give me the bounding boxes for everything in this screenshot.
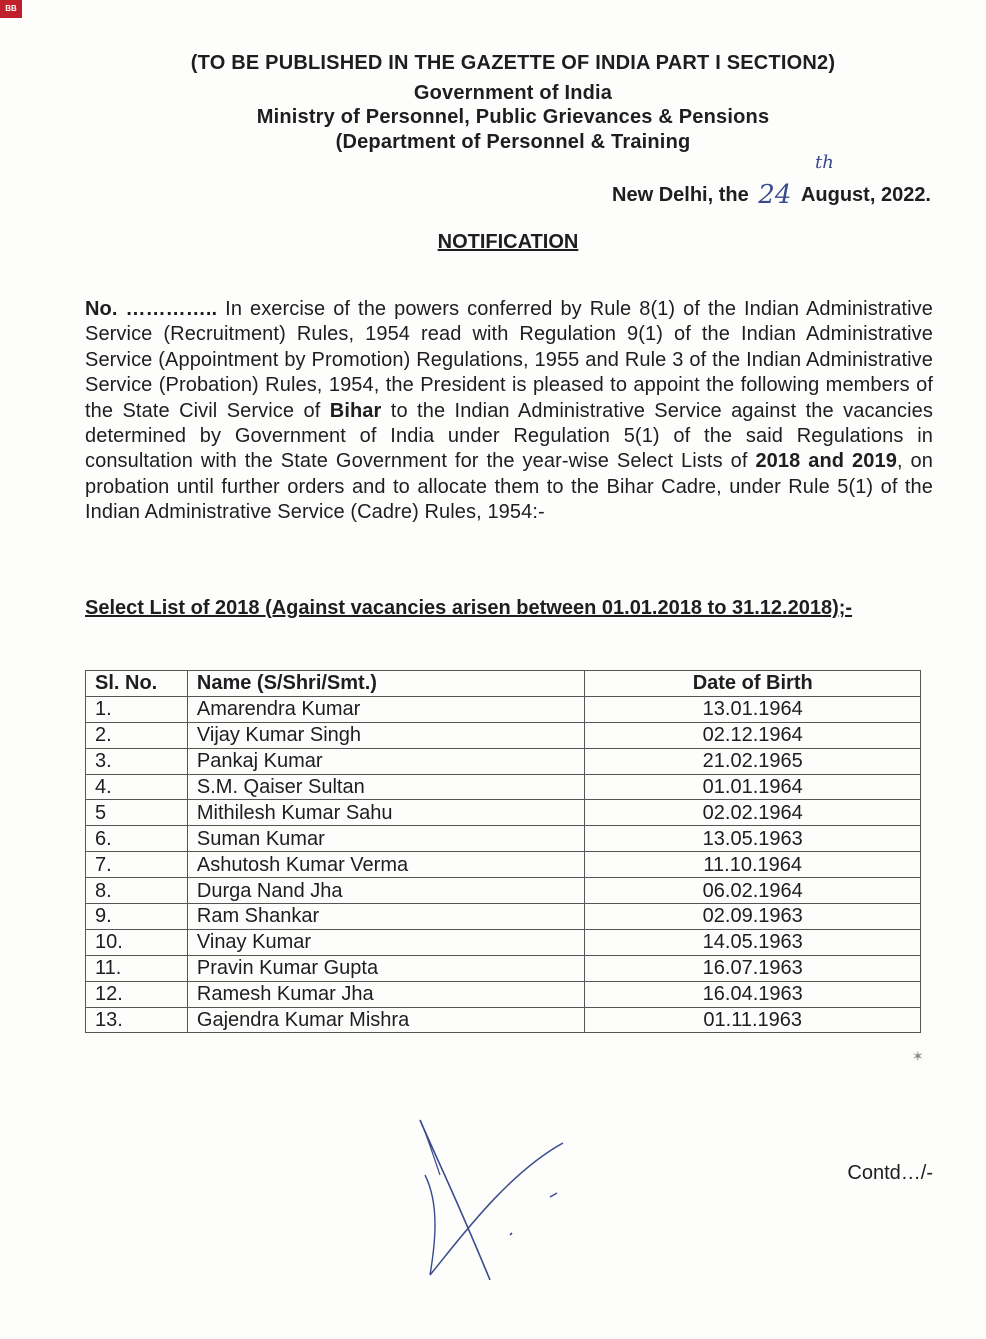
cell-dob: 13.01.1964	[585, 696, 921, 722]
table-row	[86, 852, 921, 878]
cell-sl: 8.	[86, 878, 188, 904]
table-row	[86, 800, 921, 826]
table-row	[86, 826, 921, 852]
select-list-heading: Select List of 2018 (Against vacancies arisen between 01.01.2018 to 31.12.2018);-	[85, 597, 853, 619]
body-text-1: In exercise of the powers conferred by Rule 8(1) of the Indian Administrative Service (Recruitment) Rules, 1954 read with Regulation 9(1) of the Indian Administrative Service (Appointment by Promotion) Regulations, 1955 and Rule 3 of the Indian Administrative Service (Probation) Rules, 1954, the President is pleased to appoint the following members of the State Civil Service of	[85, 298, 933, 422]
cell-sl: 1.	[86, 696, 188, 722]
cell-name: Durga Nand Jha	[187, 878, 585, 904]
cell-name: Mithilesh Kumar Sahu	[187, 800, 585, 826]
cell-name: Vijay Kumar Singh	[187, 722, 585, 748]
cell-sl: 5	[86, 800, 188, 826]
cell-dob: 02.02.1964	[585, 800, 921, 826]
cell-dob: 11.10.1964	[585, 852, 921, 878]
table-row	[86, 878, 921, 904]
header-name: Name (S/Shri/Smt.)	[187, 671, 585, 697]
cell-dob: 16.07.1963	[585, 955, 921, 981]
cell-dob: 02.09.1963	[585, 904, 921, 930]
no-label: No.	[85, 298, 118, 320]
cell-sl: 10.	[86, 929, 188, 955]
cell-dob: 13.05.1963	[585, 826, 921, 852]
cell-dob: 14.05.1963	[585, 929, 921, 955]
gazette-line: (TO BE PUBLISHED IN THE GAZETTE OF INDIA PART I SECTION2)	[190, 52, 836, 74]
cell-name: Gajendra Kumar Mishra	[187, 1007, 585, 1033]
cell-name: Amarendra Kumar	[187, 696, 585, 722]
cell-sl: 4.	[86, 774, 188, 800]
cell-dob: 06.02.1964	[585, 878, 921, 904]
cell-name: Ramesh Kumar Jha	[187, 981, 585, 1007]
header-sl-no: Sl. No.	[86, 671, 188, 697]
handwritten-day-suffix: th	[815, 152, 834, 173]
ministry-title: Ministry of Personnel, Public Grievances & Pensions	[256, 106, 770, 128]
notification-title: NOTIFICATION	[437, 231, 579, 253]
table-row	[86, 981, 921, 1007]
table-row	[86, 722, 921, 748]
government-title: Government of India	[413, 82, 613, 104]
no-dots: …………..	[125, 298, 218, 320]
cell-name: Vinay Kumar	[187, 929, 585, 955]
table-row	[86, 904, 921, 930]
table-row	[86, 748, 921, 774]
notification-body	[85, 297, 933, 526]
table-header-row	[86, 671, 921, 697]
cell-sl: 6.	[86, 826, 188, 852]
select-list-years: 2018 and 2019	[755, 450, 897, 473]
corner-logo-icon: BB	[0, 0, 22, 18]
cell-name: Ashutosh Kumar Verma	[187, 852, 585, 878]
cell-sl: 12.	[86, 981, 188, 1007]
select-list-table	[85, 670, 921, 1033]
table-row	[86, 774, 921, 800]
table-row	[86, 1007, 921, 1033]
cell-dob: 21.02.1965	[585, 748, 921, 774]
cell-sl: 7.	[86, 852, 188, 878]
cell-name: Suman Kumar	[187, 826, 585, 852]
cell-name: Pravin Kumar Gupta	[187, 955, 585, 981]
handwritten-day: 24	[758, 180, 792, 210]
table-row	[86, 696, 921, 722]
cell-sl: 9.	[86, 904, 188, 930]
cell-sl: 13.	[86, 1007, 188, 1033]
dateline	[612, 152, 931, 210]
dateline-month-year: August, 2022.	[800, 184, 931, 206]
cell-name: S.M. Qaiser Sultan	[187, 774, 585, 800]
cell-dob: 01.01.1964	[585, 774, 921, 800]
body-text-3: , on probation until further orders and to allocate them to the Bihar Cadre, under Rule 5(1) of the Indian Administrative Service (Cadre) Rules, 1954:-	[85, 450, 933, 524]
cell-name: Ram Shankar	[187, 904, 585, 930]
cell-name: Pankaj Kumar	[187, 748, 585, 774]
body-text-2: to the Indian Administrative Service against the vacancies determined by Government of India under Regulation 5(1) of the said Regulations in consultation with the State Government for the year-wise Select Lists of	[85, 399, 933, 473]
cell-dob: 01.11.1963	[585, 1007, 921, 1033]
signature-icon	[415, 1115, 575, 1285]
scan-mark-icon: ✶	[912, 1048, 924, 1064]
table-row	[86, 955, 921, 981]
dateline-prefix: New Delhi, the	[612, 184, 749, 206]
cell-sl: 2.	[86, 722, 188, 748]
cell-sl: 3.	[86, 748, 188, 774]
continued-note: Contd…/-	[847, 1162, 933, 1184]
department-title: (Department of Personnel & Training	[335, 131, 691, 153]
cell-dob: 02.12.1964	[585, 722, 921, 748]
header-dob: Date of Birth	[585, 671, 921, 697]
cell-sl: 11.	[86, 955, 188, 981]
cell-dob: 16.04.1963	[585, 981, 921, 1007]
state-name: Bihar	[329, 399, 382, 422]
table-row	[86, 929, 921, 955]
